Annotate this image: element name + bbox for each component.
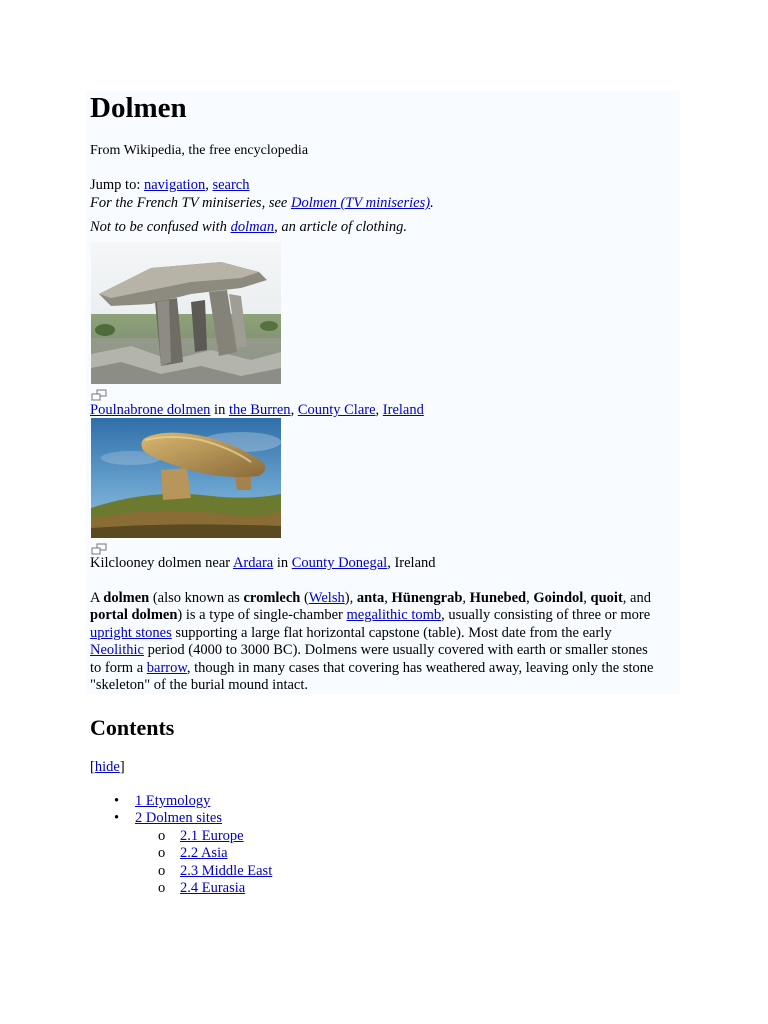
toc-link[interactable]: 2 Dolmen sites: [135, 810, 222, 827]
text: period (4000 to 3000 BC). Dolmens were usually covered with earth or smaller stones: [143, 642, 648, 659]
text: (also known as: [149, 590, 244, 606]
enlarge-icon[interactable]: [91, 543, 107, 555]
hatnote-text: , an article of clothing.: [274, 219, 407, 235]
hatnote-text: For the French TV miniseries, see: [90, 195, 291, 211]
dolmen-tv-miniseries-link[interactable]: Dolmen (TV miniseries): [290, 195, 431, 211]
neolithic-link[interactable]: Neolithic: [90, 642, 144, 659]
text: ) is a type of single-chamber: [177, 607, 347, 624]
term-portal-dolmen: portal dolmen: [90, 607, 178, 624]
text: , though in many cases that covering has weathered away, leaving only the stone: [186, 659, 654, 676]
bracket: [: [90, 759, 95, 775]
term-quoit: quoit: [590, 590, 623, 606]
circle-bullet-icon: o: [158, 827, 166, 844]
figure-caption-poulnabrone: [90, 402, 424, 419]
poulnabrone-dolmen-link[interactable]: Poulnabrone dolmen: [90, 402, 211, 418]
text: ,: [384, 590, 392, 606]
text: A: [90, 590, 104, 606]
poulnabrone-dolmen-image[interactable]: [91, 242, 281, 384]
bullet-icon: •: [114, 793, 120, 809]
toc-link[interactable]: 2.1 Europe: [180, 827, 244, 844]
toc-link[interactable]: 1 Etymology: [135, 793, 211, 809]
bracket: ]: [119, 759, 125, 775]
contents-toggle: [90, 758, 125, 776]
term-goindol: Goindol: [533, 590, 584, 606]
upright-stones-link[interactable]: upright stones: [90, 624, 172, 641]
figure-caption-kilclooney: [90, 555, 436, 572]
caption-text: in: [210, 402, 229, 418]
paragraph-line: [90, 660, 690, 677]
welsh-link[interactable]: Welsh: [308, 590, 345, 606]
jump-prefix: Jump to:: [90, 177, 144, 193]
caption-text: Kilclooney dolmen near: [90, 555, 233, 571]
bullet-icon: •: [114, 810, 120, 827]
term-dolmen: dolmen: [103, 590, 150, 606]
poulnabrone-dolmen-illustration: [91, 242, 281, 384]
term-cromlech: cromlech: [243, 590, 301, 606]
ireland-link[interactable]: Ireland: [382, 402, 424, 418]
text: ,: [462, 590, 470, 606]
text: (: [300, 590, 309, 606]
hide-toc-link[interactable]: hide: [94, 759, 120, 775]
county-clare-link[interactable]: County Clare: [297, 402, 376, 418]
ardara-link[interactable]: Ardara: [232, 555, 274, 571]
text: ,: [526, 590, 534, 606]
dolman-link[interactable]: dolman: [230, 219, 275, 235]
paragraph-line: [90, 625, 690, 642]
toc-link[interactable]: 2.2 Asia: [180, 845, 228, 862]
caption-text: ,: [290, 402, 298, 418]
toc-link[interactable]: 2.4 Eurasia: [180, 879, 246, 896]
text: ),: [344, 590, 357, 606]
jump-navigation-link[interactable]: navigation: [143, 177, 206, 193]
kilclooney-dolmen-illustration: [91, 418, 281, 538]
page-title: Dolmen: [90, 92, 187, 124]
kilclooney-dolmen-image[interactable]: [91, 418, 281, 538]
barrow-link[interactable]: barrow: [146, 659, 187, 676]
hatnote-punct: .: [430, 195, 434, 211]
jump-search-link[interactable]: search: [212, 177, 250, 193]
circle-bullet-icon: o: [158, 862, 166, 879]
text: to form a: [90, 659, 147, 676]
contents-heading: Contents: [90, 715, 175, 740]
jump-separator: ,: [205, 177, 213, 193]
term-hunebed: Hunebed: [469, 590, 527, 606]
paragraph-line: [90, 607, 690, 624]
term-hunengrab: Hünengrab: [391, 590, 463, 606]
hatnote-tv-miniseries: [90, 194, 434, 212]
paragraph-line: [90, 642, 690, 659]
caption-text: in: [273, 555, 292, 571]
enlarge-icon[interactable]: [91, 389, 107, 401]
paragraph-line: [90, 677, 690, 694]
text: , and: [622, 590, 651, 606]
caption-text: , Ireland: [387, 555, 436, 571]
text: supporting a large flat horizontal capstone (table). Most date from the early: [171, 624, 612, 641]
paragraph-line: [90, 590, 690, 607]
intro-paragraph: [90, 590, 690, 694]
text: , usually consisting of three or more: [441, 607, 651, 624]
text: ,: [583, 590, 591, 606]
county-donegal-link[interactable]: County Donegal: [291, 555, 388, 571]
jump-links: [90, 176, 249, 194]
the-burren-link[interactable]: the Burren: [228, 402, 291, 418]
site-tagline: From Wikipedia, the free encyclopedia: [90, 143, 309, 158]
circle-bullet-icon: o: [158, 879, 166, 896]
megalithic-tomb-link[interactable]: megalithic tomb: [346, 607, 442, 624]
term-anta: anta: [356, 590, 385, 606]
caption-text: ,: [375, 402, 383, 418]
hatnote-dolman: [90, 218, 407, 236]
hatnote-text: Not to be confused with: [90, 219, 231, 235]
circle-bullet-icon: o: [158, 845, 166, 862]
toc-link[interactable]: 2.3 Middle East: [180, 862, 273, 879]
text: "skeleton" of the burial mound intact.: [90, 677, 309, 694]
